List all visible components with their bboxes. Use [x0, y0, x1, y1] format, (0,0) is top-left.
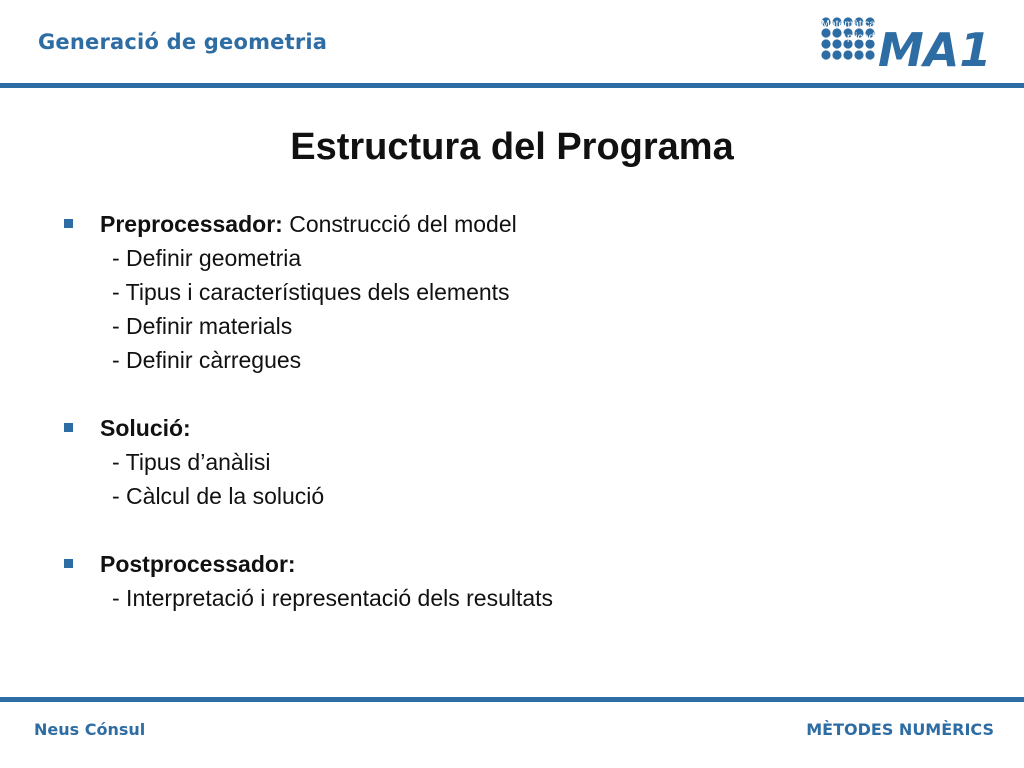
footer-author: Neus Cónsul — [34, 720, 146, 739]
section-postprocessador — [62, 547, 962, 615]
footer-course: MÈTODES NUMÈRICS — [806, 720, 994, 739]
sub-item: - Tipus d’anàlisi — [112, 449, 271, 475]
bullet-heading: Postprocessador: — [100, 551, 296, 577]
sub-item: - Definir càrregues — [112, 347, 302, 373]
square-bullet-icon — [64, 219, 73, 228]
header-title: Generació de geometria — [38, 30, 328, 54]
bullet-item — [62, 411, 962, 445]
square-bullet-icon — [64, 559, 73, 568]
sub-item: - Càlcul de la solució — [112, 483, 325, 509]
section-solucio — [62, 411, 962, 513]
sub-item: - Interpretació i representació dels resultats — [112, 585, 554, 611]
logo-text-line1: Matemàtica — [821, 18, 876, 30]
section-preprocessador — [62, 207, 962, 377]
sub-item: - Definir geometria — [112, 245, 302, 271]
sub-item: - Definir materials — [112, 313, 293, 339]
ma1-logo — [818, 14, 998, 72]
bullet-item — [62, 547, 962, 581]
bottom-divider — [0, 697, 1024, 702]
square-bullet-icon — [64, 423, 73, 432]
logo-text-line2: Aplicada — [840, 31, 881, 43]
top-divider — [0, 83, 1024, 88]
sub-item: - Tipus i característiques dels elements — [112, 279, 510, 305]
bullet-heading-rest: Construcció del model — [282, 211, 517, 237]
bullet-heading: Preprocessador: — [100, 211, 283, 237]
logo-mark: MA1 — [878, 23, 992, 72]
bullet-heading: Solució: — [100, 415, 191, 441]
slide-title: Estructura del Programa — [290, 126, 734, 168]
bullet-item — [62, 207, 962, 241]
slide-content — [62, 207, 962, 649]
